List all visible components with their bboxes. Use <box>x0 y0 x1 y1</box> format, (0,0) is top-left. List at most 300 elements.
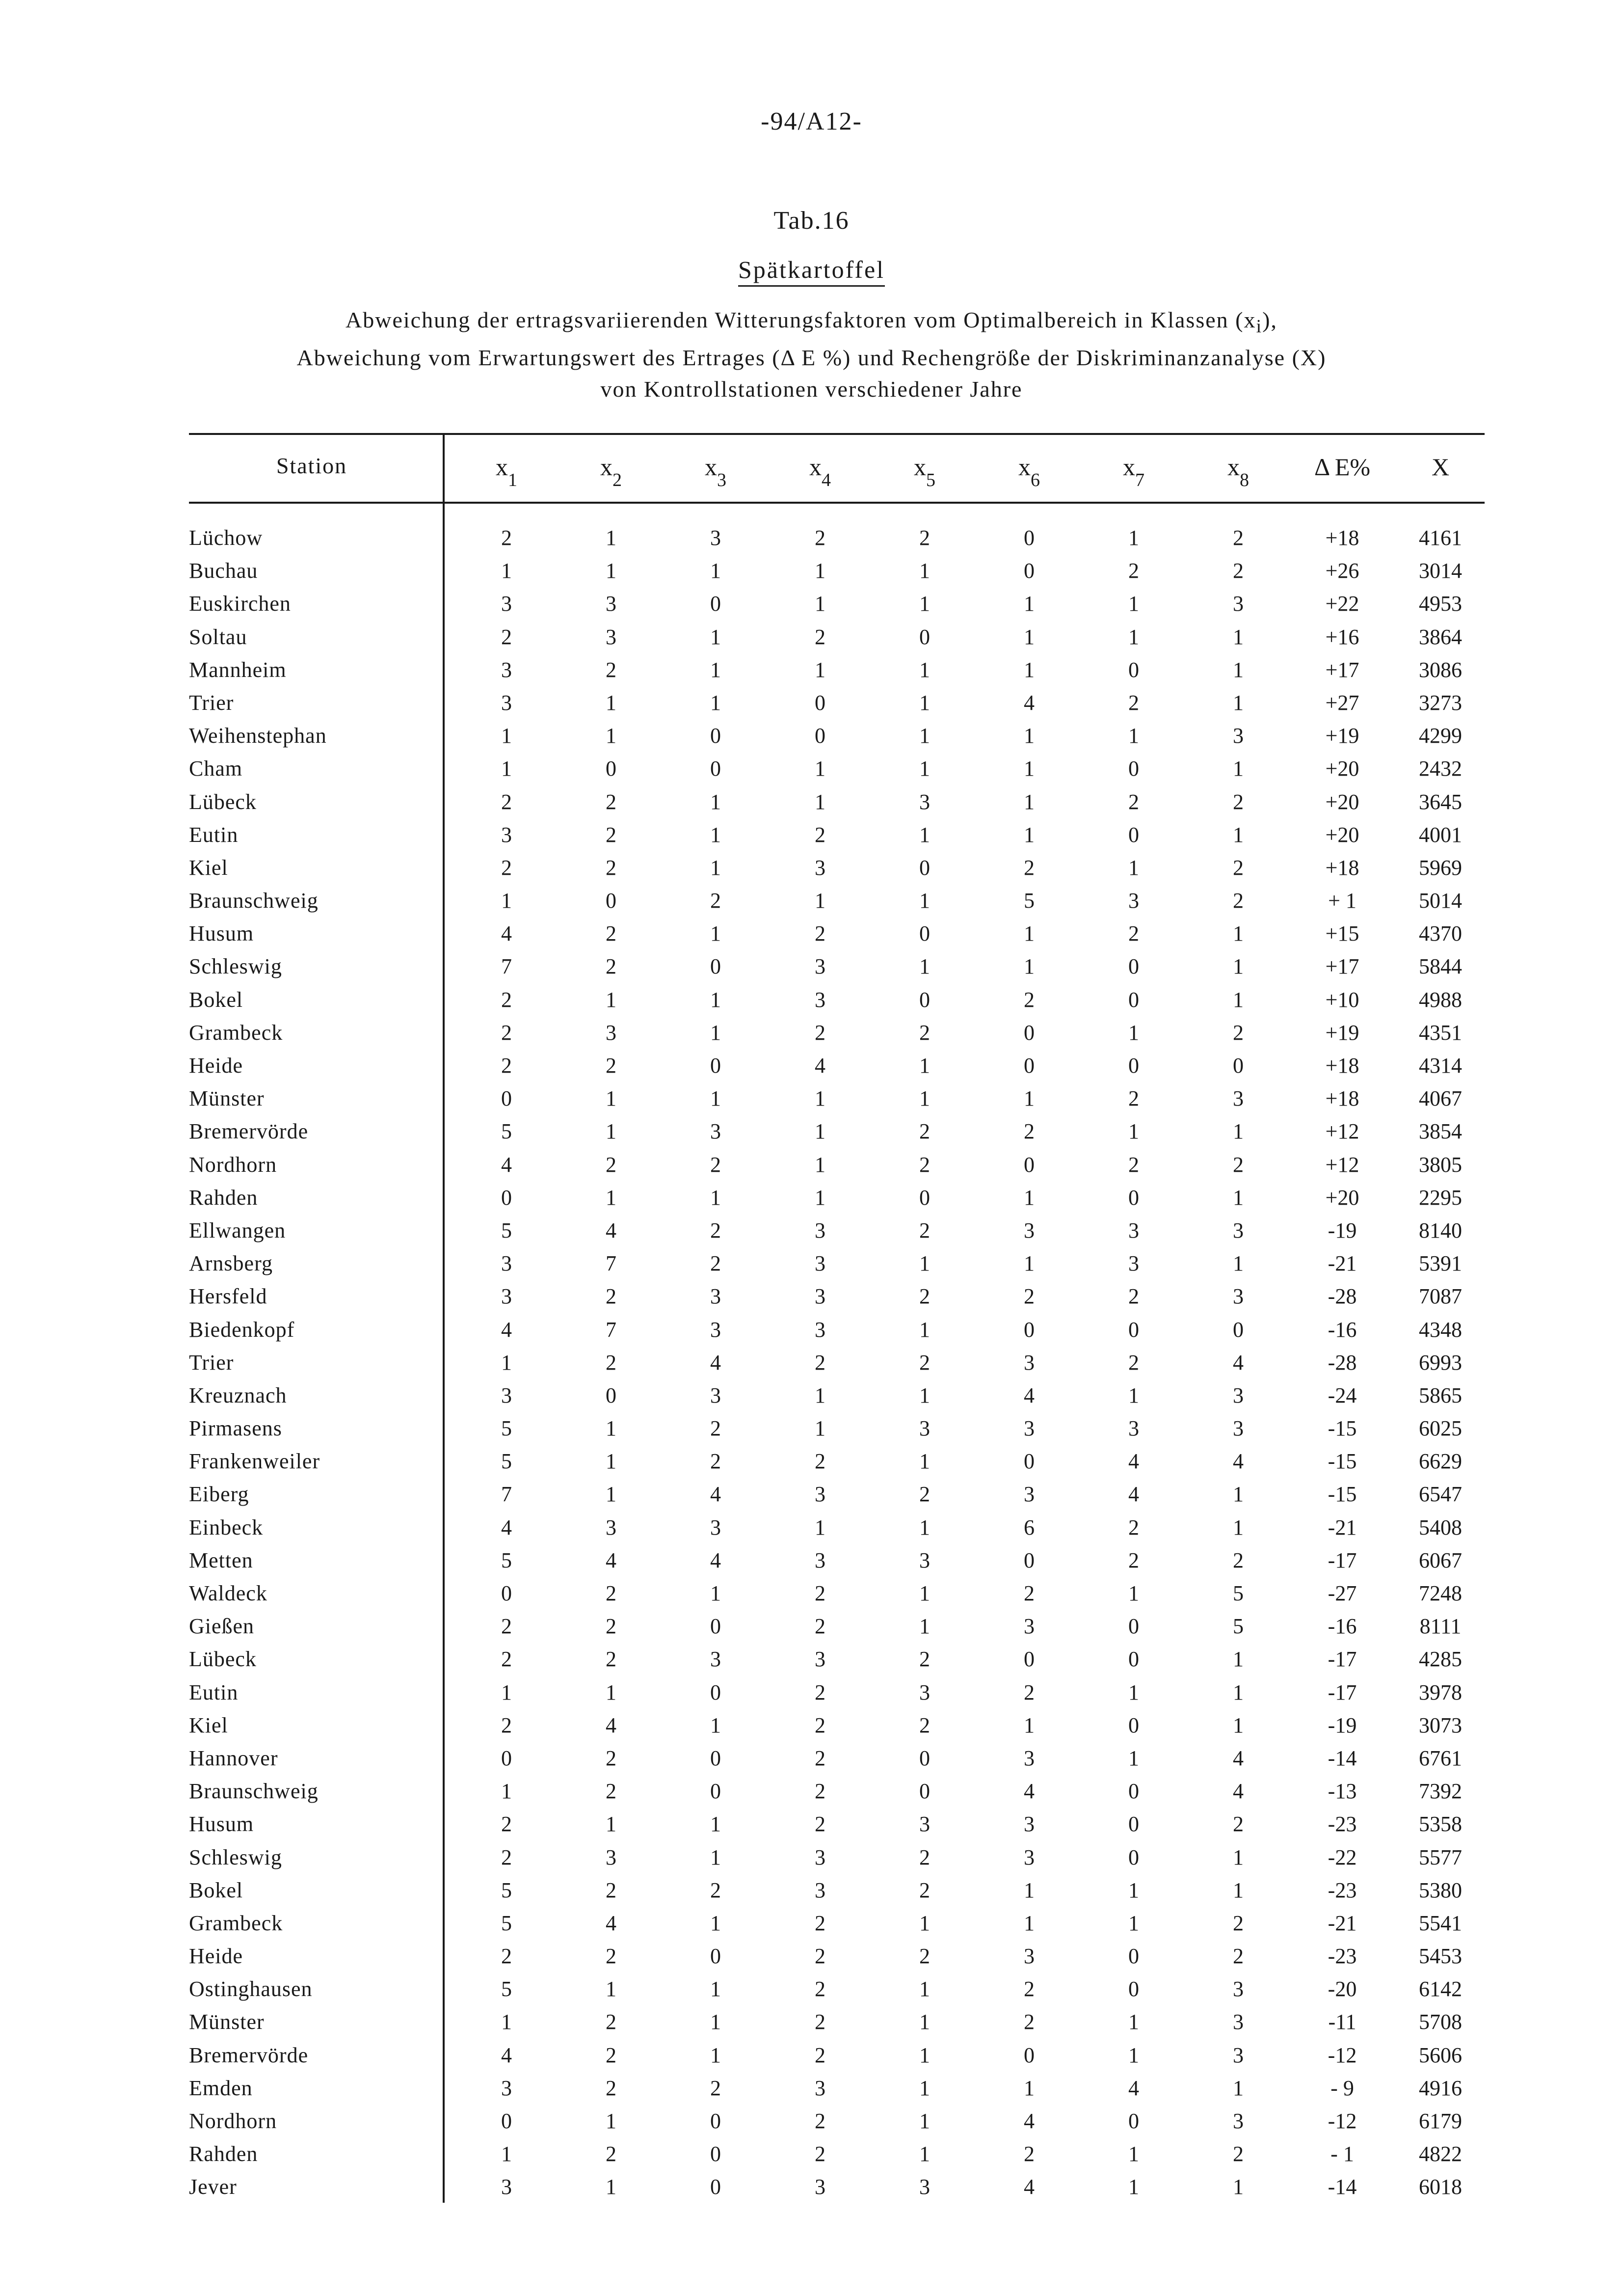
cell-x8: 1 <box>1233 756 1244 781</box>
cell-x1: 3 <box>501 1251 512 1276</box>
station-name: Schleswig <box>189 1845 282 1869</box>
cell-x3: 0 <box>710 724 721 748</box>
cell-x4: 2 <box>815 822 825 847</box>
cell-x1: 0 <box>501 2109 512 2133</box>
header-x-subscript: 6 <box>1031 470 1040 490</box>
cell-x7: 0 <box>1128 1614 1139 1639</box>
cell-delta-e: -22 <box>1328 1845 1357 1869</box>
header-x-base: x <box>809 453 822 481</box>
cell-x-value: 5391 <box>1419 1251 1462 1276</box>
station-name: Rahden <box>189 1185 258 1210</box>
cell-x1: 5 <box>501 1449 512 1474</box>
table-row <box>189 1577 1485 1610</box>
cell-x3: 1 <box>710 855 721 880</box>
station-name: Frankenweiler <box>189 1449 320 1474</box>
cell-x1: 5 <box>501 1119 512 1144</box>
cell-x2: 3 <box>606 1515 616 1540</box>
cell-x8: 2 <box>1233 526 1244 550</box>
cell-x-value: 4822 <box>1419 2142 1462 2166</box>
cell-x2: 0 <box>606 1383 616 1407</box>
cell-x6: 1 <box>1024 592 1035 616</box>
cell-x-value: 6993 <box>1419 1350 1462 1375</box>
cell-x2: 1 <box>606 690 616 715</box>
cell-x-value: 5408 <box>1419 1515 1462 1540</box>
caption-line-1-sub: i <box>1256 316 1263 337</box>
table-row <box>189 587 1485 620</box>
cell-x-value: 6142 <box>1419 1977 1462 2001</box>
cell-x7: 3 <box>1128 1218 1139 1243</box>
cell-x5: 2 <box>919 1350 930 1375</box>
cell-x-value: 5865 <box>1419 1383 1462 1407</box>
cell-x7: 0 <box>1128 1317 1139 1342</box>
table-row <box>189 1313 1485 1346</box>
cell-x-value: 6629 <box>1419 1449 1462 1474</box>
cell-x-value: 3978 <box>1419 1680 1462 1704</box>
cell-x-value: 5708 <box>1419 2010 1462 2034</box>
cell-x4: 2 <box>815 2010 825 2034</box>
header-x-subscript: 3 <box>717 470 726 490</box>
cell-x6: 4 <box>1024 690 1035 715</box>
cell-x3: 1 <box>710 1020 721 1045</box>
cell-delta-e: +22 <box>1325 592 1359 616</box>
cell-x8: 2 <box>1233 2142 1244 2166</box>
cell-x8: 1 <box>1233 1185 1244 1210</box>
cell-x-value: 8140 <box>1419 1218 1462 1243</box>
cell-x5: 2 <box>919 1284 930 1309</box>
table-row <box>189 1808 1485 1840</box>
cell-x-value: 6179 <box>1419 2109 1462 2133</box>
station-name: Braunschweig <box>189 1779 319 1804</box>
cell-x4: 2 <box>815 624 825 649</box>
cell-x7: 0 <box>1128 1647 1139 1672</box>
cell-x8: 3 <box>1233 592 1244 616</box>
cell-x2: 2 <box>606 1152 616 1177</box>
cell-x5: 2 <box>919 1647 930 1672</box>
cell-x-value: 5541 <box>1419 1911 1462 1935</box>
cell-x6: 4 <box>1024 2175 1035 2199</box>
cell-x7: 1 <box>1128 1383 1139 1407</box>
station-name: Kiel <box>189 855 228 880</box>
cell-x8: 3 <box>1233 1086 1244 1111</box>
station-name: Cham <box>189 756 243 781</box>
cell-x2: 1 <box>606 1482 616 1507</box>
table-row <box>189 1181 1485 1214</box>
cell-x2: 0 <box>606 756 616 781</box>
cell-x2: 2 <box>606 1746 616 1770</box>
cell-x5: 3 <box>919 2175 930 2199</box>
cell-x1: 4 <box>501 1317 512 1342</box>
cell-x7: 2 <box>1128 1548 1139 1572</box>
cell-x7: 0 <box>1128 1944 1139 1969</box>
cell-x4: 1 <box>815 1086 825 1111</box>
cell-delta-e: -20 <box>1328 1977 1357 2001</box>
cell-delta-e: -14 <box>1328 2175 1357 2199</box>
cell-x8: 1 <box>1233 954 1244 979</box>
cell-delta-e: -12 <box>1328 2109 1357 2133</box>
cell-x8: 5 <box>1233 1581 1244 1605</box>
cell-x6: 6 <box>1024 1515 1035 1540</box>
cell-x4: 2 <box>815 1350 825 1375</box>
cell-x-value: 3805 <box>1419 1152 1462 1177</box>
cell-x4: 3 <box>815 1647 825 1672</box>
table-row <box>189 719 1485 752</box>
cell-x6: 0 <box>1024 559 1035 583</box>
cell-x7: 1 <box>1128 2043 1139 2067</box>
cell-delta-e: -23 <box>1328 1812 1357 1837</box>
cell-x2: 4 <box>606 1548 616 1572</box>
cell-x8: 1 <box>1233 690 1244 715</box>
cell-x6: 4 <box>1024 2109 1035 2133</box>
cell-delta-e: -21 <box>1328 1251 1357 1276</box>
cell-x2: 2 <box>606 657 616 682</box>
cell-x4: 3 <box>815 1218 825 1243</box>
cell-x6: 0 <box>1024 1053 1035 1078</box>
cell-x7: 1 <box>1128 2142 1139 2166</box>
cell-x8: 3 <box>1233 724 1244 748</box>
cell-x8: 0 <box>1233 1053 1244 1078</box>
cell-x-value: 5014 <box>1419 889 1462 913</box>
cell-x4: 1 <box>815 1185 825 1210</box>
cell-delta-e: -23 <box>1328 1878 1357 1902</box>
cell-x7: 2 <box>1128 789 1139 814</box>
station-name: Nordhorn <box>189 1152 277 1177</box>
station-name: Euskirchen <box>189 592 291 616</box>
cell-x5: 1 <box>919 2109 930 2133</box>
cell-x5: 0 <box>919 987 930 1012</box>
cell-x5: 2 <box>919 526 930 550</box>
cell-x-value: 6018 <box>1419 2175 1462 2199</box>
cell-x7: 4 <box>1128 1482 1139 1507</box>
cell-x7: 2 <box>1128 1152 1139 1177</box>
cell-x5: 3 <box>919 1548 930 1572</box>
station-name: Pirmasens <box>189 1416 282 1441</box>
cell-delta-e: +15 <box>1325 921 1359 946</box>
cell-delta-e: +18 <box>1325 526 1359 550</box>
table-row <box>189 752 1485 785</box>
table-row <box>189 1841 1485 1874</box>
cell-x6: 2 <box>1024 855 1035 880</box>
station-name: Soltau <box>189 624 247 649</box>
cell-x8: 1 <box>1233 1878 1244 1902</box>
cell-x8: 3 <box>1233 1383 1244 1407</box>
station-name: Hannover <box>189 1746 278 1770</box>
station-name: Grambeck <box>189 1020 283 1045</box>
table-row <box>189 653 1485 686</box>
cell-x6: 2 <box>1024 1977 1035 2001</box>
cell-delta-e: +18 <box>1325 855 1359 880</box>
header-x-base: x <box>914 453 926 481</box>
cell-x7: 1 <box>1128 1680 1139 1704</box>
station-name: Bokel <box>189 1878 243 1902</box>
cell-x3: 0 <box>710 756 721 781</box>
cell-delta-e: -17 <box>1328 1647 1357 1672</box>
cell-x7: 1 <box>1128 2010 1139 2034</box>
cell-x3: 0 <box>710 2109 721 2133</box>
cell-x8: 2 <box>1233 889 1244 913</box>
header-x-base: x <box>1123 453 1135 481</box>
station-name: Eutin <box>189 822 239 847</box>
cell-x4: 1 <box>815 559 825 583</box>
cell-x8: 1 <box>1233 657 1244 682</box>
cell-x1: 2 <box>501 1053 512 1078</box>
cell-x6: 0 <box>1024 526 1035 550</box>
cell-delta-e: -15 <box>1328 1482 1357 1507</box>
cell-x6: 1 <box>1024 822 1035 847</box>
cell-x-value: 3086 <box>1419 657 1462 682</box>
cell-x1: 2 <box>501 855 512 880</box>
cell-x-value: 5606 <box>1419 2043 1462 2067</box>
cell-x1: 1 <box>501 1350 512 1375</box>
cell-x5: 2 <box>919 1944 930 1969</box>
cell-x1: 3 <box>501 592 512 616</box>
cell-x4: 3 <box>815 2076 825 2100</box>
subject-text: Spätkartoffel <box>738 256 885 287</box>
cell-delta-e: +18 <box>1325 1086 1359 1111</box>
cell-x-value: 4370 <box>1419 921 1462 946</box>
cell-x8: 1 <box>1233 2076 1244 2100</box>
caption-line-1-end: ), <box>1262 307 1277 332</box>
cell-x5: 3 <box>919 1680 930 1704</box>
cell-x2: 4 <box>606 1218 616 1243</box>
cell-x6: 3 <box>1024 1614 1035 1639</box>
cell-x7: 0 <box>1128 1713 1139 1737</box>
header-x1 <box>454 453 559 490</box>
cell-x2: 3 <box>606 624 616 649</box>
cell-x2: 1 <box>606 1812 616 1837</box>
cell-delta-e: +10 <box>1325 987 1359 1012</box>
cell-x7: 0 <box>1128 822 1139 847</box>
cell-x5: 1 <box>919 1977 930 2001</box>
cell-x7: 1 <box>1128 1878 1139 1902</box>
cell-x4: 3 <box>815 1845 825 1869</box>
cell-x1: 0 <box>501 1581 512 1605</box>
cell-x1: 5 <box>501 1416 512 1441</box>
cell-x7: 2 <box>1128 921 1139 946</box>
cell-x6: 2 <box>1024 987 1035 1012</box>
cell-x1: 2 <box>501 624 512 649</box>
cell-delta-e: +12 <box>1325 1119 1359 1144</box>
cell-x6: 3 <box>1024 1218 1035 1243</box>
cell-x4: 2 <box>815 1746 825 1770</box>
cell-x2: 1 <box>606 1977 616 2001</box>
cell-x1: 2 <box>501 1812 512 1837</box>
cell-x7: 2 <box>1128 1284 1139 1309</box>
cell-x6: 0 <box>1024 1020 1035 1045</box>
cell-x7: 0 <box>1128 1779 1139 1804</box>
cell-x1: 1 <box>501 724 512 748</box>
station-name: Eiberg <box>189 1482 249 1507</box>
table-row <box>189 1280 1485 1313</box>
cell-x6: 1 <box>1024 1086 1035 1111</box>
table-row <box>189 2072 1485 2105</box>
cell-x4: 2 <box>815 1779 825 1804</box>
cell-x2: 2 <box>606 921 616 946</box>
station-name: Heide <box>189 1944 243 1969</box>
cell-x2: 1 <box>606 1680 616 1704</box>
station-name: Jever <box>189 2175 237 2199</box>
station-name: Ellwangen <box>189 1218 286 1243</box>
header-x-subscript: 5 <box>926 470 935 490</box>
table-row <box>189 1247 1485 1280</box>
cell-x1: 3 <box>501 690 512 715</box>
cell-x3: 0 <box>710 2142 721 2166</box>
cell-x4: 0 <box>815 724 825 748</box>
cell-x3: 1 <box>710 690 721 715</box>
cell-x1: 1 <box>501 889 512 913</box>
header-delta-e: Δ E% <box>1314 453 1371 481</box>
cell-x5: 1 <box>919 1251 930 1276</box>
cell-x4: 2 <box>815 1812 825 1837</box>
cell-x-value: 4916 <box>1419 2076 1462 2100</box>
cell-x4: 3 <box>815 1251 825 1276</box>
cell-x2: 2 <box>606 1944 616 1969</box>
cell-x-value: 7392 <box>1419 1779 1462 1804</box>
station-name: Ostinghausen <box>189 1977 313 2001</box>
cell-delta-e: -23 <box>1328 1944 1357 1969</box>
station-name: Weihenstephan <box>189 724 327 748</box>
table-row <box>189 2137 1485 2170</box>
cell-x4: 3 <box>815 954 825 979</box>
header-x4 <box>768 453 873 490</box>
cell-x4: 0 <box>815 690 825 715</box>
cell-x7: 3 <box>1128 1416 1139 1441</box>
cell-x3: 0 <box>710 1614 721 1639</box>
cell-x5: 1 <box>919 1383 930 1407</box>
cell-x6: 3 <box>1024 1746 1035 1770</box>
cell-x4: 2 <box>815 2043 825 2067</box>
cell-x7: 4 <box>1128 2076 1139 2100</box>
table-row <box>189 1148 1485 1181</box>
cell-x1: 1 <box>501 2010 512 2034</box>
cell-x1: 4 <box>501 1515 512 1540</box>
caption-line-3: von Kontrollstationen verschiedener Jahre <box>600 377 1023 402</box>
cell-x6: 0 <box>1024 1317 1035 1342</box>
cell-x7: 0 <box>1128 1845 1139 1869</box>
table-header-rule <box>189 502 1485 504</box>
station-name: Rahden <box>189 2142 258 2166</box>
table-row <box>189 1742 1485 1775</box>
cell-x1: 3 <box>501 1383 512 1407</box>
cell-x2: 2 <box>606 2010 616 2034</box>
cell-x4: 3 <box>815 1548 825 1572</box>
cell-x2: 1 <box>606 526 616 550</box>
cell-x8: 0 <box>1233 1317 1244 1342</box>
cell-x7: 3 <box>1128 889 1139 913</box>
table-row <box>189 1940 1485 1972</box>
table-caption <box>0 304 1623 405</box>
cell-x5: 1 <box>919 2076 930 2100</box>
cell-x-value: 3854 <box>1419 1119 1462 1144</box>
cell-x1: 2 <box>501 1845 512 1869</box>
cell-x3: 0 <box>710 1680 721 1704</box>
cell-x4: 1 <box>815 657 825 682</box>
cell-x5: 1 <box>919 1053 930 1078</box>
cell-x4: 2 <box>815 2109 825 2133</box>
cell-delta-e: -16 <box>1328 1614 1357 1639</box>
cell-delta-e: -19 <box>1328 1218 1357 1243</box>
cell-x2: 1 <box>606 2109 616 2133</box>
cell-x5: 1 <box>919 1614 930 1639</box>
cell-x-value: 5577 <box>1419 1845 1462 1869</box>
header-x-base: x <box>600 453 612 481</box>
cell-x8: 1 <box>1233 1680 1244 1704</box>
cell-x8: 4 <box>1233 1779 1244 1804</box>
cell-delta-e: +19 <box>1325 724 1359 748</box>
cell-x1: 5 <box>501 1977 512 2001</box>
cell-x6: 0 <box>1024 1152 1035 1177</box>
table-row <box>189 1874 1485 1907</box>
cell-x4: 1 <box>815 756 825 781</box>
cell-x5: 1 <box>919 724 930 748</box>
cell-x5: 3 <box>919 1416 930 1441</box>
cell-x8: 4 <box>1233 1350 1244 1375</box>
cell-x8: 2 <box>1233 1911 1244 1935</box>
cell-x3: 1 <box>710 987 721 1012</box>
page-number: -94/A12- <box>761 108 862 135</box>
cell-x-value: 3864 <box>1419 624 1462 649</box>
cell-x4: 2 <box>815 1614 825 1639</box>
station-name: Bremervörde <box>189 1119 309 1144</box>
cell-x8: 2 <box>1233 1944 1244 1969</box>
station-name: Waldeck <box>189 1581 267 1605</box>
cell-x2: 2 <box>606 954 616 979</box>
cell-delta-e: +20 <box>1325 789 1359 814</box>
cell-x2: 7 <box>606 1317 616 1342</box>
cell-x6: 1 <box>1024 1713 1035 1737</box>
cell-x1: 0 <box>501 1185 512 1210</box>
cell-x8: 2 <box>1233 1548 1244 1572</box>
cell-x8: 4 <box>1233 1449 1244 1474</box>
cell-delta-e: -17 <box>1328 1680 1357 1704</box>
header-x2 <box>559 453 664 490</box>
cell-x4: 3 <box>815 855 825 880</box>
header-x5 <box>872 453 977 490</box>
cell-x3: 1 <box>710 789 721 814</box>
cell-x1: 5 <box>501 1548 512 1572</box>
cell-delta-e: - 9 <box>1330 2076 1354 2100</box>
cell-x2: 2 <box>606 1878 616 1902</box>
header-x6 <box>977 453 1082 490</box>
cell-x5: 2 <box>919 1020 930 1045</box>
table-row <box>189 1082 1485 1115</box>
cell-x3: 2 <box>710 1878 721 1902</box>
cell-x3: 0 <box>710 954 721 979</box>
cell-x3: 2 <box>710 1449 721 1474</box>
cell-x2: 3 <box>606 1845 616 1869</box>
cell-x6: 0 <box>1024 1548 1035 1572</box>
table-subject <box>0 255 1623 284</box>
cell-x1: 2 <box>501 1647 512 1672</box>
cell-x6: 1 <box>1024 789 1035 814</box>
header-x-base: x <box>496 453 508 481</box>
table-row <box>189 2105 1485 2137</box>
station-name: Biedenkopf <box>189 1317 295 1342</box>
cell-x4: 3 <box>815 987 825 1012</box>
cell-x4: 2 <box>815 1944 825 1969</box>
cell-x4: 3 <box>815 1317 825 1342</box>
cell-x5: 1 <box>919 1581 930 1605</box>
cell-x2: 2 <box>606 2142 616 2166</box>
cell-delta-e: -12 <box>1328 2043 1357 2067</box>
cell-x8: 3 <box>1233 1977 1244 2001</box>
header-x-subscript: 4 <box>822 470 831 490</box>
table-row <box>189 917 1485 950</box>
cell-x2: 2 <box>606 1647 616 1672</box>
cell-x-value: 7087 <box>1419 1284 1462 1309</box>
cell-x3: 0 <box>710 2175 721 2199</box>
cell-x8: 2 <box>1233 1152 1244 1177</box>
cell-x4: 2 <box>815 1911 825 1935</box>
